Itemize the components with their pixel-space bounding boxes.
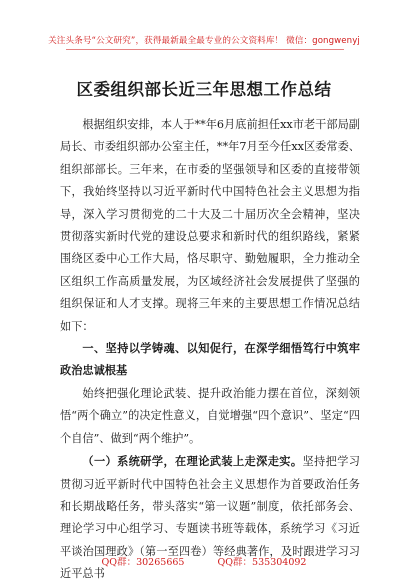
banner-divider [66, 49, 344, 50]
document-body [60, 114, 360, 580]
section-1-paragraph: 始终把强化理论武装、提升政治能力摆在首位，深刻领悟“两个确立”的决定性意义，自觉增强“四个意识”、坚定“四个自信”、做到“两个维护”。 [60, 386, 360, 445]
subsection-1-lead: （一）系统研学，在理论武装上走深走实。 [82, 454, 303, 469]
qq-group-1: QQ群：30265665 [101, 557, 185, 568]
intro-paragraph: 根据组织安排，本人于**年6月底前担任xx市老干部局副局长、市委组织部办公室主任，**年7月至今任xx区委常委、组织部部长。三年来，在市委的坚强领导和区委的直接带领下，我始终坚持以习近平新时代中国特色社会主义思想为指导，深入学习贯彻党的二十大及二十届历次全会精神，坚决贯彻落实新时代党的建设总要求和新时代的组织路线，紧紧围绕区委中心工作大局，恪尽职守、勤勉履职，全力推动全区组织工作高质量发展，为区域经济社会发展提供了坚强的组织保证和人才支撑。现将三年来的主要思想工作情况总结如下： [60, 118, 360, 333]
footer-contact [0, 554, 408, 568]
section-heading-1: 一、坚持以学铸魂、以知促行，在深学细悟笃行中筑牢政治忠诚根基 [60, 342, 360, 378]
qq-group-2: QQ群：535304092 [217, 557, 307, 568]
promo-banner: 关注头条号“公文研究”，获得最新最全最专业的公文资料库！ 微信：gongwenyj [48, 36, 360, 46]
document-title: 区委组织部长近三年思想工作总结 [76, 80, 332, 99]
subsection-1-text: 坚持把学习贯彻习近平新时代中国特色社会主义思想作为首要政治任务和长期战略任务，带头落实“第一议题”制度，依托部务会、理论学习中心组学习、专题读书班等载体，系统学习《习近平谈治国理政》（第一至四卷）等经典著作，及时跟进学习习近平总书 [60, 455, 360, 580]
